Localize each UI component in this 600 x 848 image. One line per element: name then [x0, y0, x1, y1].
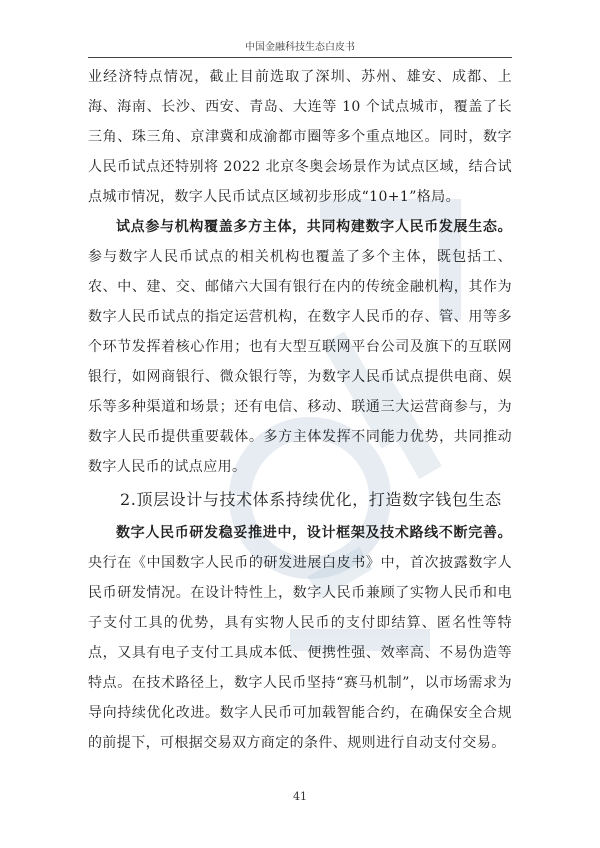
- running-header: 中国金融科技生态白皮书: [245, 42, 355, 53]
- paragraph-text: 参与数字人民币试点的相关机构也覆盖了多个主体，既包括工、农、中、建、交、邮储六大国有银行在内的传统金融机构，其作为数字人民币试点的指定运营机构，在数字人民币的存、管、用等多个环节发挥着核心作用；也有大型互联网平台公司及旗下的互联网银行，如网商银行、微众银行等，为数字人民币试点提供电商、娱乐等多种渠道和场景；还有电信、移动、联通三大运营商参与，为数字人民币提供重要载体。多方主体发挥不同能力优势，共同推动数字人民币的试点应用。: [88, 249, 512, 475]
- page-number: 41: [293, 790, 307, 803]
- section-heading: 2.顶层设计与技术体系持续优化，打造数字钱包生态: [120, 490, 502, 509]
- paragraph-design-framework: [88, 518, 512, 758]
- paragraph-lead-bold: 数字人民币研发稳妥推进中，设计框架及技术路线不断完善。: [116, 525, 512, 541]
- paragraph-pilot-cities: 业经济特点情况，截止目前选取了深圳、苏州、雄安、成都、上海、海南、长沙、西安、青岛、大连等 10 个试点城市，覆盖了长三角、珠三角、京津冀和成渝都市圈等多个重点地区。同时，数字人民币试点还特别将 2022 北京冬奥会场景作为试点区域，结合试点城市情况，数字人民币试点区域初步形成“10+1”格局。: [88, 69, 512, 205]
- paragraph-text: 央行在《中国数字人民币的研发进展白皮书》中，首次披露数字人民币研发情况。在设计特性上，数字人民币兼顾了实物人民币和电子支付工具的优势，具有实物人民币的支付即结算、匿名性等特点，又具有电子支付工具成本低、便携性强、效率高、不易伪造等特点。在技术路径上，数字人民币坚持“赛马机制”，以市场需求为导向持续优化改进。数字人民币可加载智能合约，在确保安全合规的前提下，可根据交易双方商定的条件、规则进行自动支付交易。: [88, 555, 512, 751]
- paragraph-lead-bold: 试点参与机构覆盖多方主体，共同构建数字人民币发展生态。: [116, 219, 512, 235]
- page-body: [88, 62, 512, 758]
- paragraph-pilot-institutions: [88, 212, 512, 482]
- header-divider: [88, 57, 512, 58]
